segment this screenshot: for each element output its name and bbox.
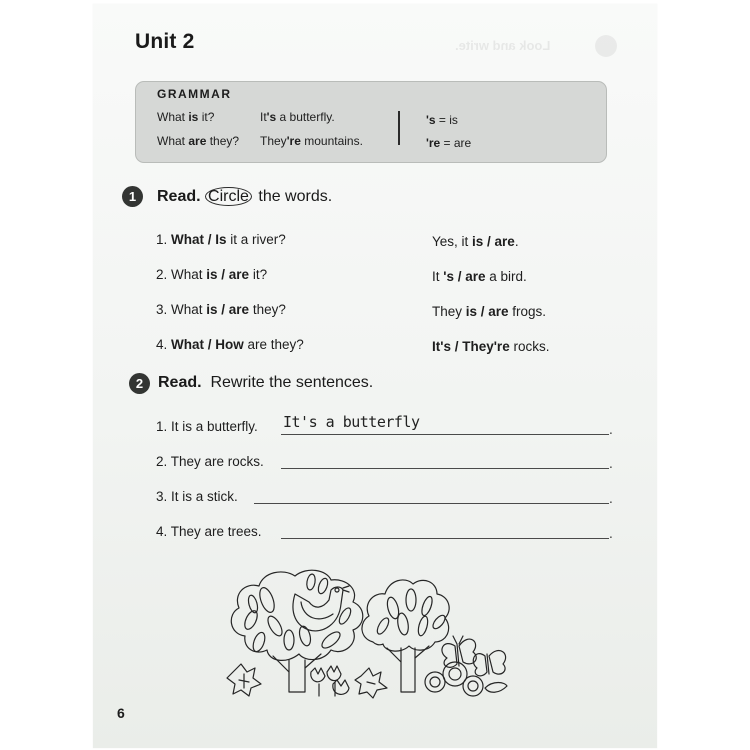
exercise-2-period-4: . <box>609 527 613 541</box>
workbook-page <box>93 4 657 748</box>
unit-title: Unit 2 <box>135 30 195 53</box>
grammar-box <box>135 81 607 163</box>
flower-icon <box>355 668 387 698</box>
grammar-divider <box>398 111 400 145</box>
exercise-2-prompt-3: 3. It is a stick. <box>156 489 238 504</box>
flower-icon <box>227 664 261 696</box>
grammar-question-1: What is it? <box>157 110 215 124</box>
exercise-1-question-4[interactable]: 4. What / How are they? <box>156 337 304 352</box>
exercise-2-badge: 2 <box>129 373 150 394</box>
bleed-through-badge <box>595 35 617 57</box>
page-number: 6 <box>117 705 125 721</box>
exercise-2-answer-line-1[interactable] <box>281 434 609 435</box>
exercise-2-answer-line-4[interactable] <box>281 538 609 539</box>
exercise-2-period-3: . <box>609 492 613 506</box>
exercise-2-period-1: . <box>609 423 613 437</box>
grammar-answer-2: They're mountains. <box>260 134 363 148</box>
exercise-1-question-1[interactable]: 1. What / Is it a river? <box>156 232 286 247</box>
exercise-2-prompt-2: 2. They are rocks. <box>156 454 264 469</box>
exercise-1-question-2[interactable]: 2. What is / are it? <box>156 267 268 282</box>
tulip-flowers-icon <box>311 666 349 696</box>
grammar-rule-s: 's = is <box>426 113 458 127</box>
exercise-1-heading: Read. Circle the words. <box>157 188 333 205</box>
exercise-1-question-3[interactable]: 3. What is / are they? <box>156 302 286 317</box>
daisy-flowers-icon <box>425 662 507 696</box>
exercise-2-period-2: . <box>609 457 613 471</box>
bleed-through-text: Look and write. <box>455 38 551 53</box>
exercise-2-heading: Read. Rewrite the sentences. <box>158 374 374 391</box>
exercise-1-badge: 1 <box>122 186 143 207</box>
exercise-1-answer-2[interactable]: It 's / are a bird. <box>432 269 527 284</box>
trees-bird-illustration <box>223 564 508 699</box>
grammar-question-2: What are they? <box>157 134 240 148</box>
exercise-1-answer-3[interactable]: They is / are frogs. <box>432 304 547 319</box>
exercise-2-answer-line-3[interactable] <box>254 503 609 504</box>
exercise-2-prompt-4: 4. They are trees. <box>156 524 262 539</box>
exercise-1-answer-4[interactable]: It's / They're rocks. <box>432 339 550 354</box>
exercise-1-answer-1[interactable]: Yes, it is / are. <box>432 234 519 249</box>
grammar-rule-re: 're = are <box>426 136 472 150</box>
grammar-answer-1: It's a butterfly. <box>260 110 335 124</box>
circle-word: Circle <box>205 187 252 206</box>
exercise-2-answer-1[interactable]: It's a butterfly <box>283 413 420 431</box>
butterfly-icon <box>473 651 505 676</box>
exercise-2-prompt-1: 1. It is a butterfly. <box>156 419 258 434</box>
grammar-heading: GRAMMAR <box>157 87 232 101</box>
exercise-2-answer-line-2[interactable] <box>281 468 609 469</box>
